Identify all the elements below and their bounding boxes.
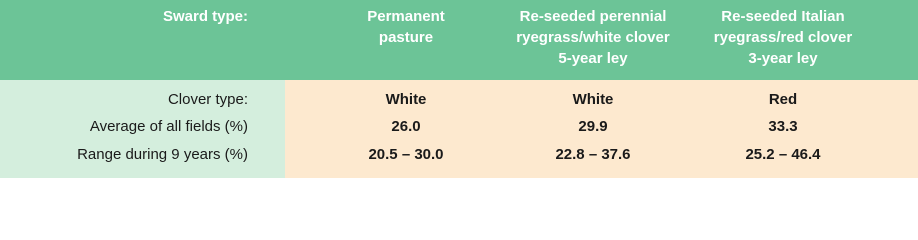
row-label-clover-type: Clover type: [167, 91, 248, 108]
header-italian-ryegrass-red-clover: Re-seeded Italian ryegrass/red clover 3-year ley [713, 8, 853, 67]
header-perennial-ryegrass-white-clover: Re-seeded perennial ryegrass/white clover 5-year ley [516, 8, 670, 67]
row-label-range: Range during 9 years (%) [77, 146, 248, 163]
cell-range-col3: 25.2 – 46.4 [745, 146, 821, 163]
cell-clover-type-col2: White [572, 91, 614, 108]
cell-range-col1: 20.5 – 30.0 [368, 146, 444, 163]
cell-average-col3: 33.3 [768, 118, 798, 135]
cell-clover-type-col1: White [385, 91, 427, 108]
header-sward-type-label: Sward type: [162, 8, 248, 25]
cell-average-col1: 26.0 [391, 118, 421, 135]
cell-average-col2: 29.9 [578, 118, 608, 135]
cell-clover-type-col3: Red [768, 91, 798, 108]
cell-range-col2: 22.8 – 37.6 [555, 146, 631, 163]
header-permanent-pasture: Permanent pasture [367, 8, 445, 46]
row-label-average: Average of all fields (%) [89, 118, 248, 135]
